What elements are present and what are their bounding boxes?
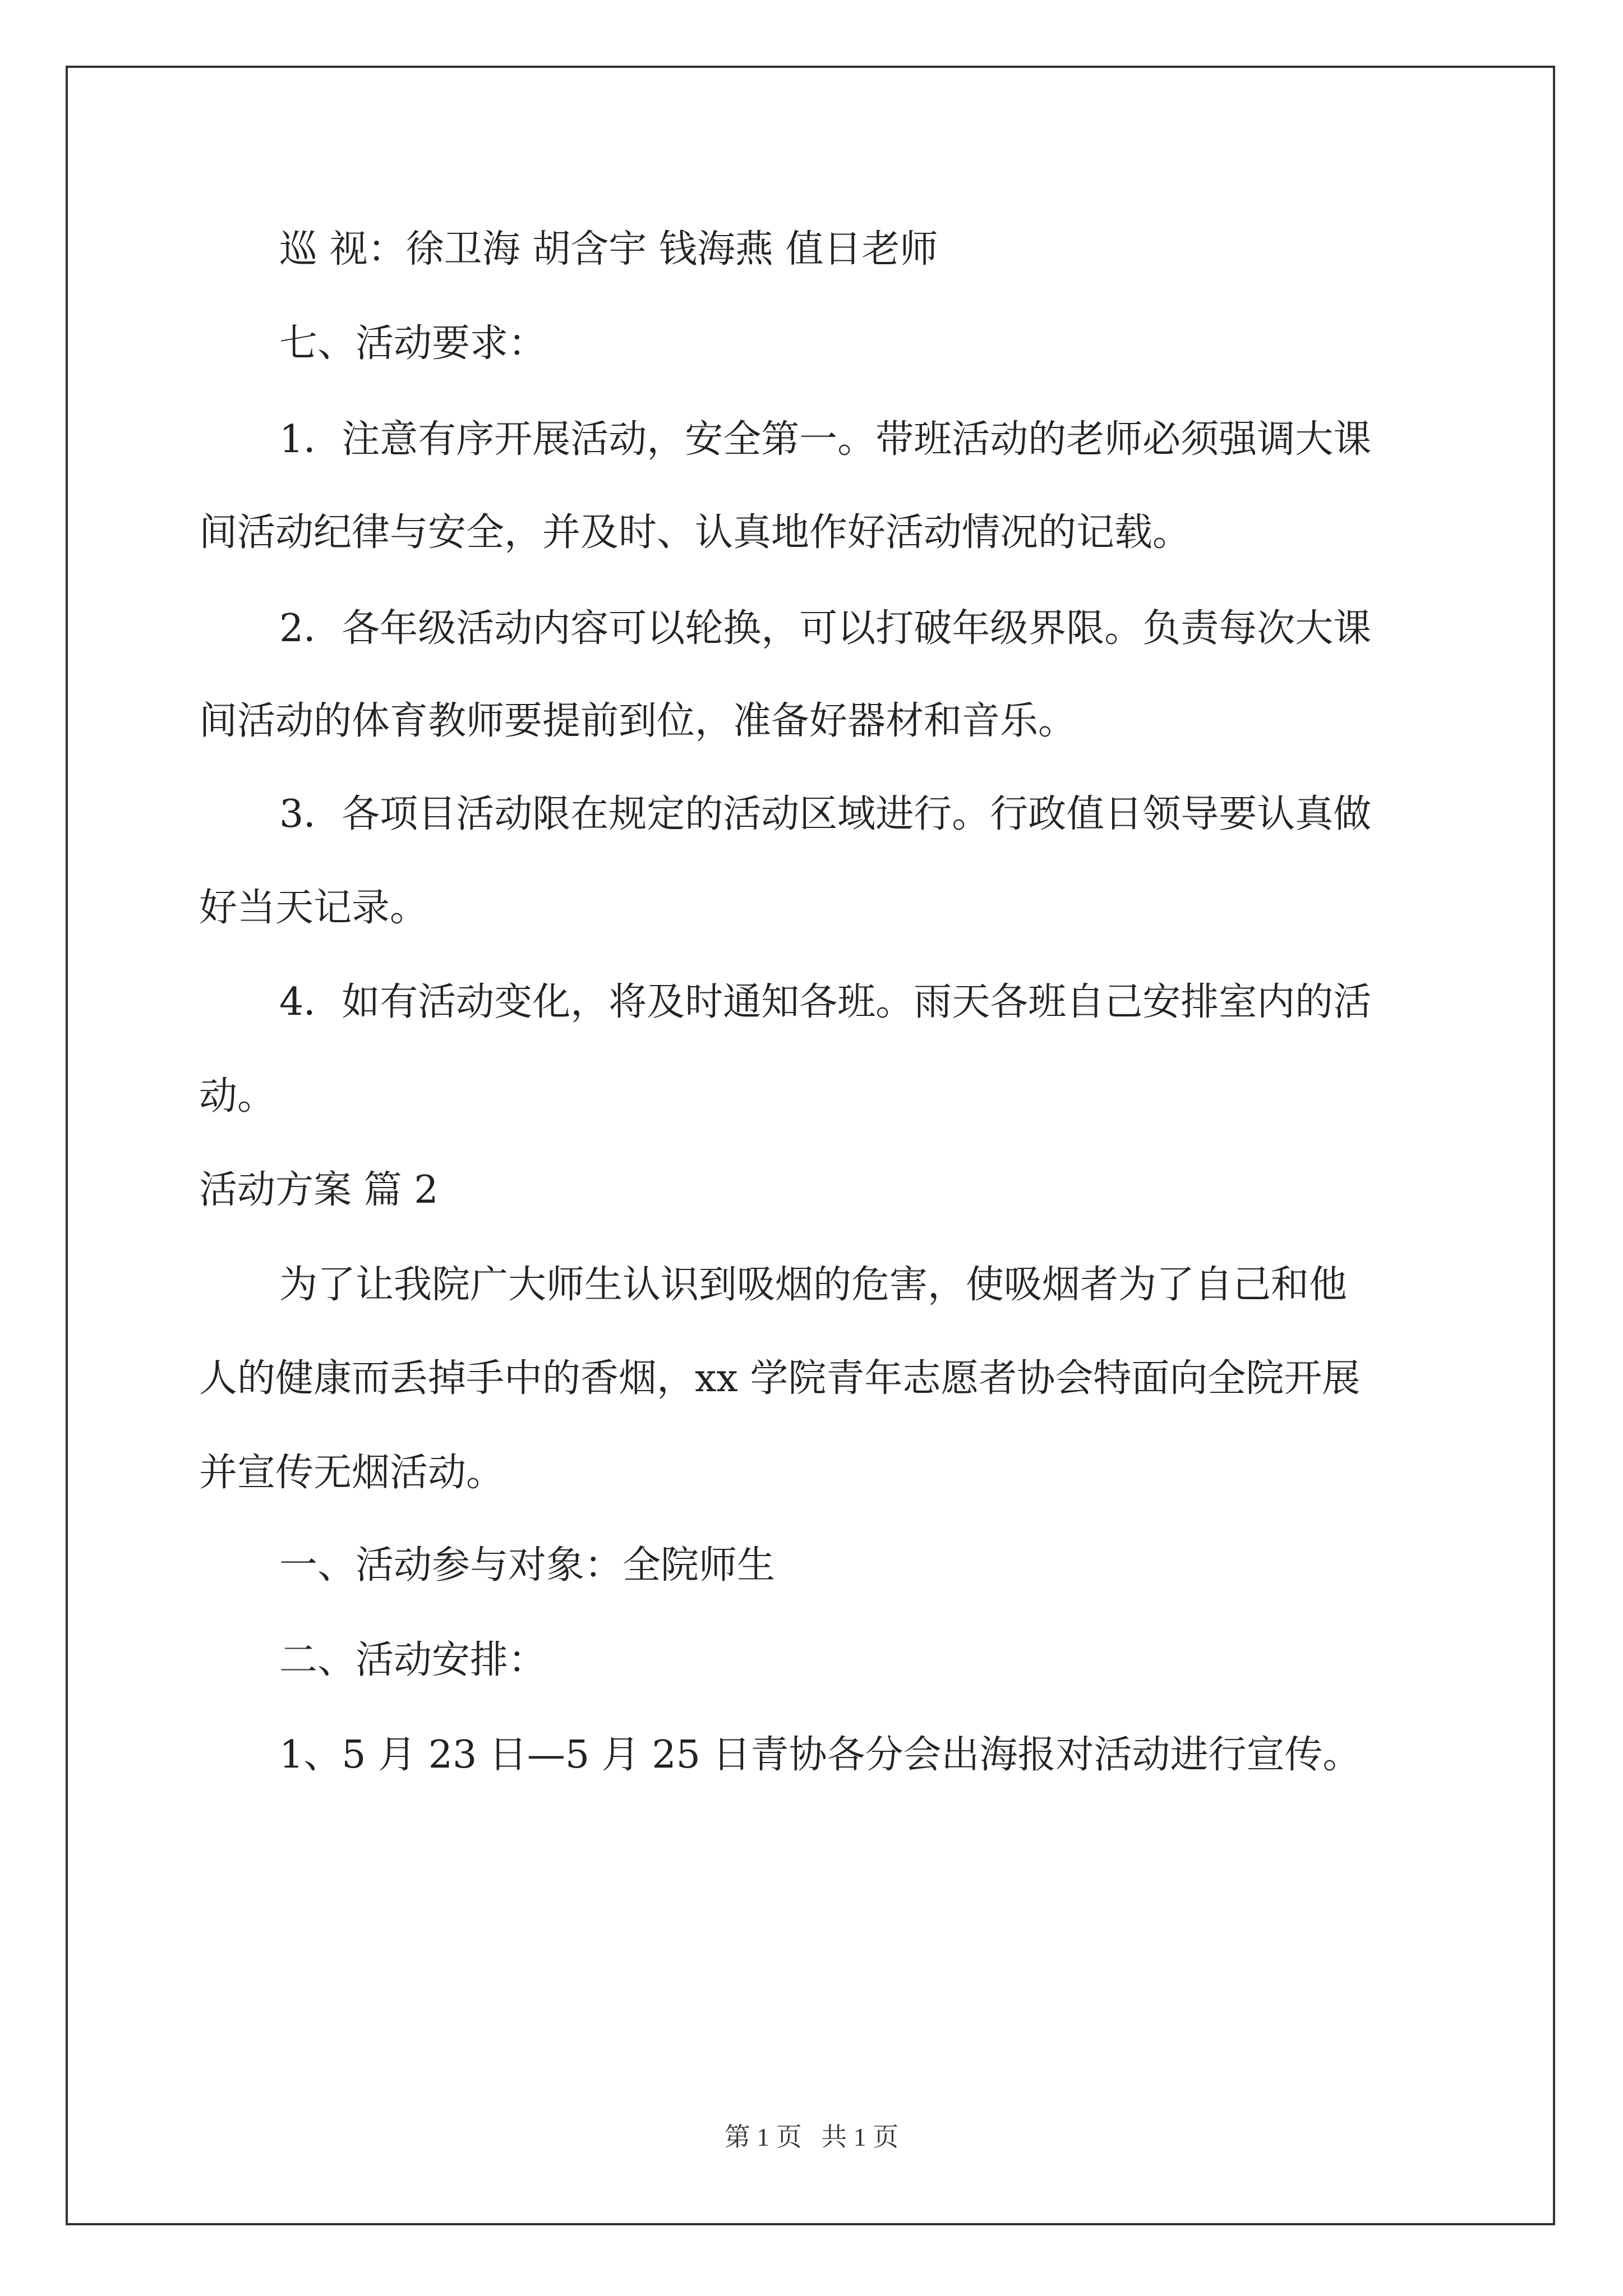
page-border [66,66,1555,2225]
page-footer: 第 1 页 共 1 页 [724,2123,899,2151]
paragraph-line: 并宣传无烟活动。 [199,1451,505,1495]
article-title: 活动方案 篇 2 [199,1168,439,1212]
paragraph-line: 3．各项目活动限在规定的活动区域进行。行政值日领导要认真做 [279,792,1372,836]
section-heading: 一、活动参与对象：全院师生 [279,1543,776,1588]
patrol-line: 巡 视：徐卫海 胡含宇 钱海燕 值日老师 [279,227,938,272]
paragraph-line: 间活动的体育教师要提前到位，准备好器材和音乐。 [199,699,1077,743]
paragraph-line: 动。 [199,1074,276,1119]
paragraph-line: 好当天记录。 [199,886,428,930]
section-heading: 七、活动要求： [279,321,547,366]
paragraph-line: 间活动纪律与安全，并及时、认真地作好活动情况的记载。 [199,510,1191,555]
paragraph-line: 1、5 月 23 日—5 月 25 日青协各分会出海报对活动进行宣传。 [279,1733,1361,1777]
paragraph-line: 人的健康而丢掉手中的香烟，xx 学院青年志愿者协会特面向全院开展 [199,1356,1361,1401]
paragraph-line: 2．各年级活动内容可以轮换，可以打破年级界限。负责每次大课 [279,606,1372,651]
section-heading: 二、活动安排： [279,1638,547,1682]
paragraph-line: 1．注意有序开展活动，安全第一。带班活动的老师必须强调大课 [279,417,1372,462]
paragraph-line: 4．如有活动变化，将及时通知各班。雨天各班自己安排室内的活 [279,980,1372,1024]
paragraph-line: 为了让我院广大师生认识到吸烟的危害，使吸烟者为了自己和他 [279,1263,1348,1307]
